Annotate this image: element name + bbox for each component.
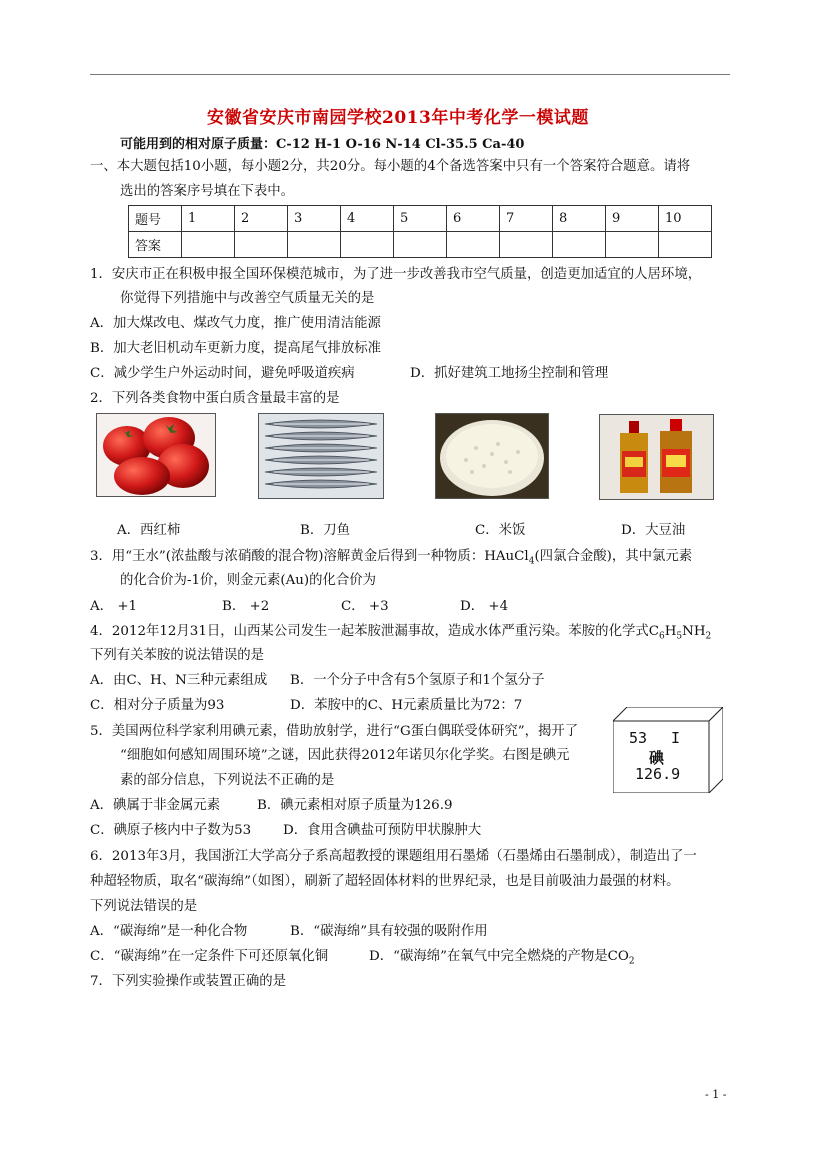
q5-option-d: D．食用含碘盐可预防甲状腺肿大 [283, 823, 482, 838]
q4-stem2: 下列有关苯胺的说法错误的是 [90, 648, 265, 663]
answer-cell[interactable] [659, 232, 712, 258]
page-number: - 1 - [705, 1088, 727, 1101]
table-number: 7 [500, 206, 553, 232]
q6-option-c: C．“碳海绵”在一定条件下可还原氧化铜 [90, 949, 329, 964]
q3-stem1-b: (四氯合金酸)，其中氯元素 [534, 549, 693, 564]
q1-stem1: 1．安庆市正在积极申报全国环保模范城市，为了进一步改善我市空气质量，创造更加适宜的人居环境， [90, 267, 702, 282]
answer-cell[interactable] [606, 232, 659, 258]
q2-option-a: A．西红柿 [117, 523, 181, 538]
iodine-number: 53 [629, 729, 648, 747]
q5-stem2: “细胞如何感知周围环境”之谜，因此获得2012年诺贝尔化学奖。右图是碘元 [120, 748, 570, 763]
q4-option-c: C．相对分子质量为93 [90, 698, 225, 713]
answer-cell[interactable] [500, 232, 553, 258]
q6-stem1: 6．2013年3月，我国浙江大学高分子系高超教授的课题组用石墨烯（石墨烯由石墨制成），制造出了一 [90, 849, 697, 864]
q5-stem3: 素的部分信息，下列说法不正确的是 [120, 773, 335, 788]
answer-cell[interactable] [341, 232, 394, 258]
q2-stem: 2．下列各类食物中蛋白质含量最丰富的是 [90, 391, 340, 406]
q3-stem2: 的化合价为-1价，则金元素(Au)的化合价为 [120, 573, 377, 588]
q5-stem1: 5．美国两位科学家利用碘元素，借助放射学，进行“G蛋白偶联受体研究”，揭开了 [90, 724, 579, 739]
q2-option-b: B．刀鱼 [300, 523, 351, 538]
q4-stem1 [90, 623, 711, 646]
q6-option-b: B．“碳海绵”具有较强的吸附作用 [290, 924, 488, 939]
table-number: 3 [288, 206, 341, 232]
q4-stem1-a: 4．2012年12月31日，山西某公司发生一起苯胺泄漏事故，造成水体严重污染。苯胺的化学式C [90, 624, 659, 639]
q7-stem: 7．下列实验操作或装置正确的是 [90, 974, 286, 989]
iodine-element-card [613, 707, 723, 793]
q1-option-c: C．减少学生户外运动时间，避免呼吸道疾病 [90, 366, 355, 381]
q3-stem1-a: 3．用“王水”(浓盐酸与浓硝酸的混合物)溶解黄金后得到一种物质：HAuCl [90, 549, 529, 564]
q1-option-a: A．加大煤改电、煤改气力度，推广使用清洁能源 [90, 316, 381, 331]
iodine-mass: 126.9 [635, 765, 681, 783]
q4-option-a: A．由C、H、N三种元素组成 [90, 673, 268, 688]
iodine-name: 碘 [649, 749, 665, 767]
section1-line2: 选出的答案序号填在下表中。 [120, 184, 295, 199]
q4-mid: H [664, 624, 677, 639]
q6-stem3: 下列说法错误的是 [90, 899, 198, 914]
section1-line1: 一、本大题包括10小题，每小题2分，共20分。每小题的4个备选答案中只有一个答案符合题意。请将 [90, 159, 691, 174]
table-number: 9 [606, 206, 659, 232]
table-number: 10 [659, 206, 712, 232]
fish-photo [258, 413, 384, 499]
q5-option-c: C．碘原子核内中子数为53 [90, 823, 252, 838]
q3-option-c: C． +3 [341, 599, 389, 614]
q6-option-d [369, 948, 635, 971]
answer-cell[interactable] [288, 232, 341, 258]
table-number: 8 [553, 206, 606, 232]
q5-option-a: A．碘属于非金属元素 [90, 798, 221, 813]
q2-option-d: D．大豆油 [621, 523, 686, 538]
table-number: 5 [394, 206, 447, 232]
atomic-masses: 可能用到的相对原子质量：C-12 H-1 O-16 N-14 Cl-35.5 Ca-40 [120, 137, 525, 152]
q6-option-a: A．“碳海绵”是一种化合物 [90, 924, 248, 939]
answer-cell[interactable] [447, 232, 500, 258]
table-number: 6 [447, 206, 500, 232]
q1-option-b: B．加大老旧机动车更新力度，提高尾气排放标准 [90, 341, 382, 356]
q5-option-b: B．碘元素相对原子质量为126.9 [257, 798, 453, 813]
q6-option-d-text: D．“碳海绵”在氧气中完全燃烧的产物是CO [369, 949, 629, 964]
q6-sub: 2 [628, 956, 635, 967]
oil-photo [599, 414, 714, 500]
rice-photo [435, 413, 549, 499]
q3-sub: 4 [528, 556, 535, 567]
q3-stem1 [90, 548, 692, 571]
answer-cell[interactable] [182, 232, 235, 258]
answer-cell[interactable] [394, 232, 447, 258]
top-rule [90, 74, 730, 75]
table-number: 1 [182, 206, 235, 232]
answer-cell[interactable] [235, 232, 288, 258]
q6-stem2: 种超轻物质，取名“碳海绵”（如图），刷新了超轻固体材料的世界纪录，也是目前吸油力最强的材料。 [90, 874, 680, 889]
iodine-symbol: I [671, 729, 681, 747]
q4-sub3: 2 [705, 631, 712, 642]
q3-option-d: D． +4 [460, 599, 509, 614]
q2-option-c: C．米饭 [475, 523, 526, 538]
q4-stem1-b: NH [682, 624, 706, 639]
answer-table [128, 205, 712, 258]
q4-option-b: B．一个分子中含有5个氢原子和1个氢分子 [290, 673, 545, 688]
tomato-photo [96, 413, 216, 497]
table-label-answer: 答案 [129, 232, 182, 258]
q1-stem2: 你觉得下列措施中与改善空气质量无关的是 [120, 291, 375, 306]
q3-option-a: A． +1 [90, 599, 138, 614]
answer-cell[interactable] [553, 232, 606, 258]
q1-option-d: D．抓好建筑工地扬尘控制和管理 [410, 366, 609, 381]
q3-option-b: B． +2 [222, 599, 270, 614]
q4-sub2: 5 [676, 631, 683, 642]
table-number: 4 [341, 206, 394, 232]
q4-option-d: D．苯胺中的C、H元素质量比为72：7 [290, 698, 523, 713]
table-number: 2 [235, 206, 288, 232]
table-label-number: 题号 [129, 206, 182, 232]
q4-sub1: 6 [658, 631, 665, 642]
page-title: 安徽省安庆市南园学校2013年中考化学一模试题 [207, 108, 589, 128]
